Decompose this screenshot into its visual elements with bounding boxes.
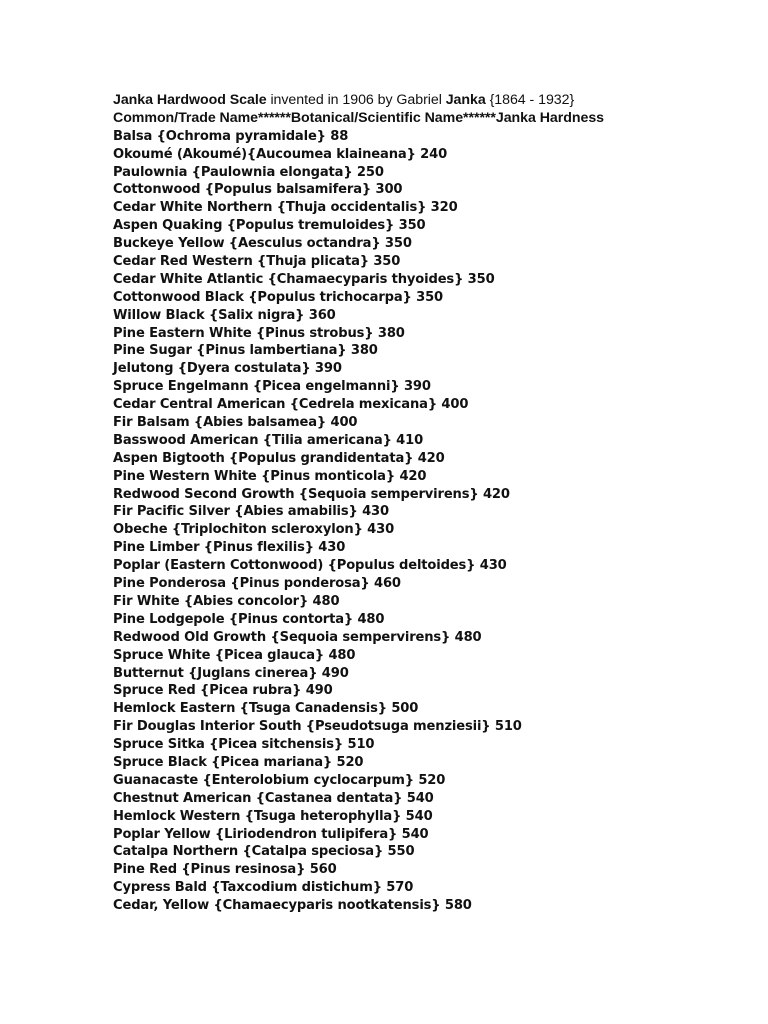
document-title	[113, 92, 753, 110]
wood-entry: Butternut {Juglans cinerea} 490	[113, 665, 349, 681]
wood-entry: Cedar White Northern {Thuja occidentalis} 320	[113, 200, 458, 216]
wood-entry: Catalpa Northern {Catalpa speciosa} 550	[113, 844, 415, 860]
wood-entry: Paulownia {Paulownia elongata} 250	[113, 164, 384, 180]
wood-entry: Cypress Bald {Taxcodium distichum} 570	[113, 880, 414, 896]
wood-entry: Aspen Quaking {Populus tremuloides} 350	[113, 218, 426, 234]
wood-entry: Spruce Black {Picea mariana} 520	[113, 754, 364, 770]
wood-entry: Redwood Second Growth {Sequoia sempervirens} 420	[113, 486, 510, 502]
wood-species-list	[113, 128, 753, 915]
wood-entry: Obeche {Triplochiton scleroxylon} 430	[113, 522, 395, 538]
wood-entry: Fir Pacific Silver {Abies amabilis} 430	[113, 504, 389, 520]
wood-entry: Hemlock Eastern {Tsuga Canadensis} 500	[113, 701, 419, 717]
wood-entry: Poplar Yellow {Liriodendron tulipifera} 540	[113, 826, 429, 842]
wood-entry: Guanacaste {Enterolobium cyclocarpum} 520	[113, 772, 446, 788]
wood-entry: Pine Red {Pinus resinosa} 560	[113, 862, 337, 878]
wood-entry: Cedar, Yellow {Chamaecyparis nootkatensis} 580	[113, 898, 472, 914]
wood-entry: Cottonwood {Populus balsamifera} 300	[113, 182, 403, 198]
wood-entry: Spruce White {Picea glauca} 480	[113, 647, 356, 663]
wood-entry: Cottonwood Black {Populus trichocarpa} 350	[113, 289, 444, 305]
wood-entry: Cedar White Atlantic {Chamaecyparis thyoides} 350	[113, 271, 495, 287]
wood-entry: Willow Black {Salix nigra} 360	[113, 307, 336, 323]
wood-entry: Redwood Old Growth {Sequoia sempervirens} 480	[113, 629, 482, 645]
title-years: {1864 - 1932}	[485, 92, 575, 108]
title-scale-name: Janka Hardwood Scale	[113, 92, 267, 108]
wood-entry: Fir Balsam {Abies balsamea} 400	[113, 415, 358, 431]
title-invention-text: invented in 1906 by Gabriel	[266, 92, 446, 108]
wood-entry: Chestnut American {Castanea dentata} 540	[113, 790, 434, 806]
wood-entry: Aspen Bigtooth {Populus grandidentata} 420	[113, 450, 445, 466]
wood-entry: Hemlock Western {Tsuga heterophylla} 540	[113, 808, 433, 824]
wood-entry: Pine Eastern White {Pinus strobus} 380	[113, 325, 405, 341]
wood-entry: Okoumé (Akoumé){Aucoumea klaineana} 240	[113, 146, 448, 162]
wood-entry: Buckeye Yellow {Aesculus octandra} 350	[113, 236, 412, 252]
column-header-row: Common/Trade Name******Botanical/Scientific Name******Janka Hardness	[113, 109, 604, 126]
wood-entry: Pine Lodgepole {Pinus contorta} 480	[113, 611, 385, 627]
wood-entry: Poplar (Eastern Cottonwood) {Populus deltoides} 430	[113, 558, 507, 574]
wood-entry: Cedar Red Western {Thuja plicata} 350	[113, 254, 401, 270]
wood-entry: Pine Western White {Pinus monticola} 420	[113, 468, 427, 484]
wood-entry: Jelutong {Dyera costulata} 390	[113, 361, 342, 377]
wood-entry: Pine Sugar {Pinus lambertiana} 380	[113, 343, 378, 359]
wood-entry: Spruce Red {Picea rubra} 490	[113, 683, 333, 699]
wood-entry: Pine Limber {Pinus flexilis} 430	[113, 540, 346, 556]
wood-entry: Spruce Engelmann {Picea engelmanni} 390	[113, 379, 431, 395]
wood-entry: Pine Ponderosa {Pinus ponderosa} 460	[113, 576, 401, 592]
wood-entry: Basswood American {Tilia americana} 410	[113, 432, 424, 448]
wood-entry: Cedar Central American {Cedrela mexicana} 400	[113, 397, 469, 413]
wood-entry: Balsa {Ochroma pyramidale} 88	[113, 128, 349, 144]
wood-entry: Fir White {Abies concolor} 480	[113, 593, 340, 609]
document-page	[113, 92, 753, 915]
wood-entry: Spruce Sitka {Picea sitchensis} 510	[113, 737, 375, 753]
wood-entry: Fir Douglas Interior South {Pseudotsuga menziesii} 510	[113, 719, 522, 735]
title-surname: Janka	[445, 92, 486, 108]
